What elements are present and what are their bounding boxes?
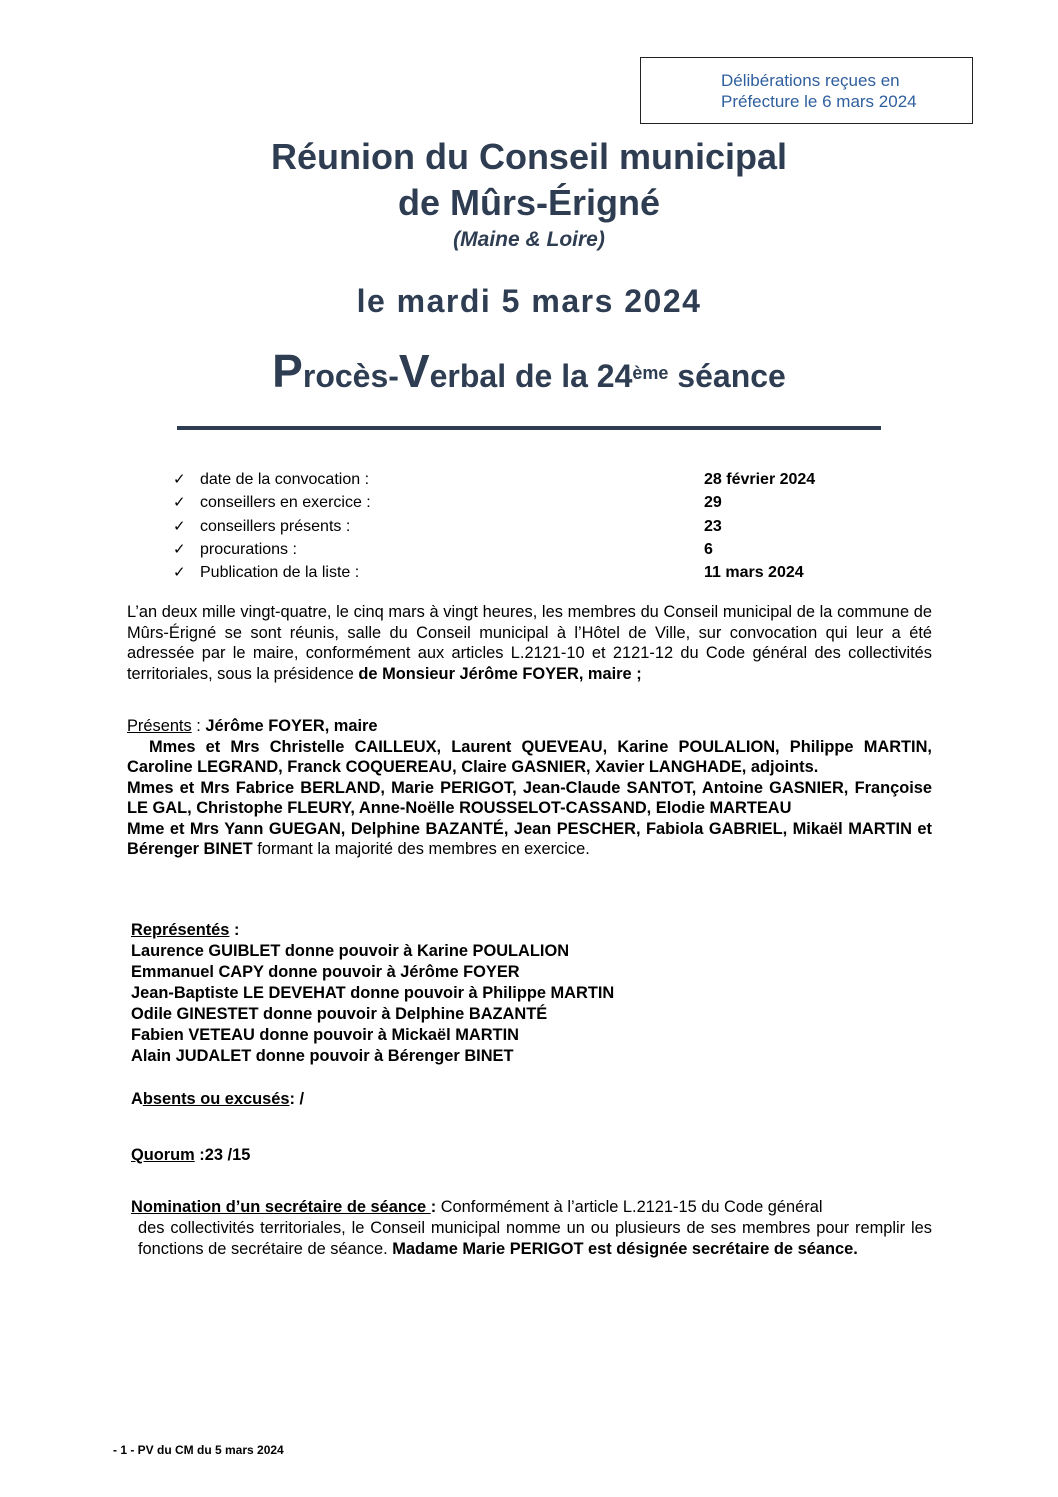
stamp-line-1: Délibérations reçues en	[721, 71, 900, 90]
document-subtitle: (Maine & Loire)	[453, 228, 605, 251]
title-divider	[177, 426, 881, 430]
proxy-item: Fabien VETEAU donne pouvoir à Mickaël MARTIN	[131, 1026, 519, 1044]
meeting-facts-list	[173, 468, 873, 584]
absents-prefix: A	[131, 1090, 143, 1108]
reception-stamp	[640, 57, 973, 124]
proxy-item: Odile GINESTET donne pouvoir à Delphine BAZANTÉ	[131, 1005, 548, 1023]
document-title-commune: de Mûrs-Érigné	[397, 182, 661, 223]
pv-initial-p: P	[272, 345, 303, 397]
proxy-item: Alain JUDALET donne pouvoir à Bérenger BINET	[131, 1047, 514, 1065]
pv-heading	[0, 345, 1058, 399]
list-item	[173, 468, 873, 491]
pv-text-1: rocès-	[302, 358, 399, 394]
pv-initial-v: V	[398, 345, 430, 397]
intro-paragraph	[127, 602, 932, 684]
representes-section	[131, 920, 614, 1067]
nomination-heading: Nomination d’un secrétaire de séance	[131, 1198, 431, 1216]
checkmark-icon: ✓	[173, 539, 186, 558]
presents-section	[127, 716, 932, 860]
intro-president: de Monsieur Jérôme FOYER, maire ;	[358, 664, 642, 683]
pv-text-2: erbal de la 24	[429, 358, 633, 394]
meeting-date: le mardi 5 mars 2024	[356, 283, 702, 319]
checkmark-icon: ✓	[173, 493, 186, 512]
pv-text-3: séance	[668, 358, 786, 394]
nomination-colon: :	[430, 1198, 437, 1216]
presents-adjoints: Mmes et Mrs Christelle CAILLEUX, Laurent QUEVEAU, Karine POULALION, Philippe MARTIN, Caroline LEGRAND, Franck COQUEREAU, Claire GASNIER, Xavier LANGHADE, adjoints.	[127, 737, 932, 776]
presents-group-3: Mme et Mrs Yann GUEGAN, Delphine BAZANTÉ, Jean PESCHER, Fabiola GABRIEL, Mikaël MARTIN et Bérenger BINET	[127, 819, 932, 858]
representes-colon: :	[229, 921, 240, 939]
presents-tail: formant la majorité des membres en exercice.	[252, 840, 590, 858]
proxy-item: Jean-Baptiste LE DEVEHAT donne pouvoir à Philippe MARTIN	[131, 984, 615, 1002]
fact-label: conseillers en exercice :	[200, 494, 371, 512]
quorum-heading: Quorum	[131, 1146, 195, 1164]
presents-separator: :	[191, 717, 206, 735]
checkmark-icon: ✓	[173, 470, 186, 488]
presents-group-2: Mmes et Mrs Fabrice BERLAND, Marie PERIGOT, Jean-Claude SANTOT, Antoine GASNIER, Françoise LE GAL, Christophe FLEURY, Anne-Noëlle ROUSSELOT-CASSAND, Elodie MARTEAU	[127, 778, 932, 817]
list-item	[173, 538, 873, 561]
quorum-value: :23 /15	[194, 1146, 251, 1164]
absents-line	[131, 1090, 304, 1109]
page-footer: - 1 - PV du CM du 5 mars 2024	[113, 1443, 284, 1457]
fact-value: 11 mars 2024	[704, 564, 804, 582]
list-item	[173, 561, 873, 584]
fact-value: 6	[704, 540, 713, 558]
proxy-item: Emmanuel CAPY donne pouvoir à Jérôme FOYER	[131, 963, 520, 981]
checkmark-icon: ✓	[173, 563, 186, 582]
fact-label: date de la convocation :	[200, 471, 370, 488]
representes-heading: Représentés	[131, 921, 230, 939]
absents-heading: bsents ou excusés	[142, 1090, 290, 1108]
proxy-item: Laurence GUIBLET donne pouvoir à Karine POULALION	[131, 942, 570, 960]
nomination-text-2: des collectivités territoriales, le Conseil municipal nomme un ou plusieurs de ses membres pour remplir les fonctions de secrétaire de séance.	[138, 1219, 932, 1258]
nomination-section	[131, 1197, 932, 1260]
fact-label: Publication de la liste :	[200, 564, 360, 582]
list-item	[173, 515, 873, 538]
intro-text: L’an deux mille vingt-quatre, le cinq mars à vingt heures, les membres du Conseil municipal de la commune de Mûrs-Érigné se sont réunis, salle du Conseil municipal à l’Hôtel de Ville, sur convocation qui leur a été adressée par le maire, conformément aux articles L.2121-10 et 2121-12 du Code général des collectivités territoriales, sous la présidence	[127, 603, 932, 683]
fact-label: procurations :	[200, 540, 297, 558]
absents-value: : /	[289, 1090, 305, 1108]
checkmark-icon: ✓	[173, 516, 186, 535]
list-item	[173, 491, 873, 514]
fact-value: 23	[704, 517, 722, 535]
presents-heading: Présents	[127, 717, 192, 735]
presents-maire: Jérôme FOYER, maire	[205, 717, 378, 735]
stamp-line-2: Préfecture le 6 mars 2024	[721, 92, 917, 111]
document-title: Réunion du Conseil municipal	[270, 136, 788, 177]
fact-value: 28 février 2024	[704, 471, 816, 488]
fact-label: conseillers présents :	[200, 517, 351, 535]
nomination-secretary: Madame Marie PERIGOT est désignée secrétaire de séance.	[392, 1240, 858, 1258]
fact-value: 29	[704, 494, 722, 512]
quorum-line	[131, 1146, 250, 1165]
pv-ordinal: ème	[632, 363, 669, 383]
nomination-text: Conformément à l’article L.2121-15 du Code général	[436, 1198, 823, 1216]
